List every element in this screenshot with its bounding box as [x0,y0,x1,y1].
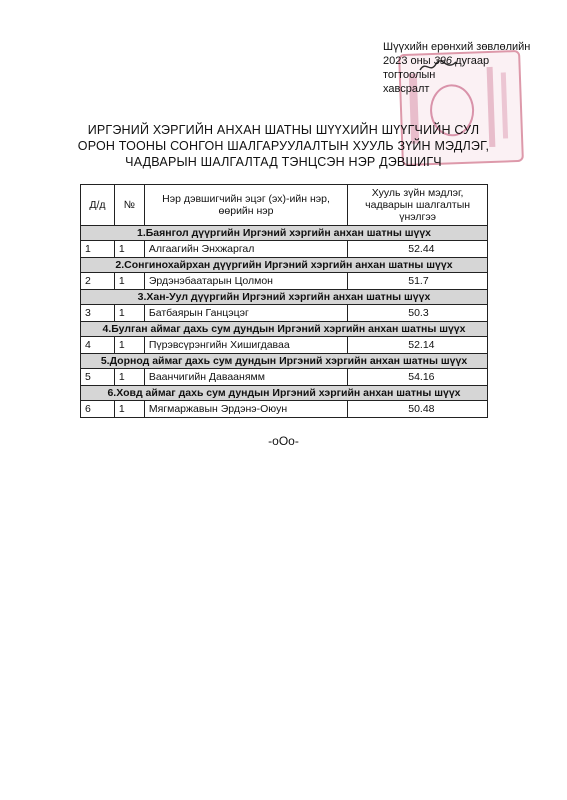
section-title: 4.Булган аймаг дахь сум дундын Иргэний хэргийн анхан шатны шүүх [81,322,488,337]
table-row [81,273,488,290]
table-row [81,305,488,322]
cell-number: 1 [114,369,144,386]
section-title: 6.Ховд аймаг дахь сум дундын Иргэний хэргийн анхан шатны шүүх [81,386,488,401]
cell-candidate-name: Батбаярын Ганцэцэг [144,305,347,322]
section-title: 1.Баянгол дүүргийн Иргэний хэргийн анхан шатны шүүх [81,226,488,241]
cell-number: 1 [114,241,144,258]
cell-score: 52.14 [348,337,488,354]
header-candidate-name [144,185,347,226]
header-number: № [114,185,144,226]
cell-score: 54.16 [348,369,488,386]
header-name-line-1: Нэр дэвшигчийн эцэг (эх)-ийн нэр, [162,193,330,205]
cell-dd: 1 [81,241,115,258]
closing-mark: -oOo- [268,434,299,448]
approval-number: 396 [433,55,453,67]
title-line-3: ЧАДВАРЫН ШАЛГАЛТАД ТЭНЦСЭН НЭР ДЭВШИГЧ [125,155,442,169]
cell-dd: 6 [81,401,115,418]
approval-suffix: дугаар тогтоолын [383,55,490,81]
section-row [81,386,488,401]
cell-candidate-name: Ваанчигийн Даваанямм [144,369,347,386]
cell-candidate-name: Алгаагийн Энхжаргал [144,241,347,258]
cell-dd: 5 [81,369,115,386]
cell-dd: 3 [81,305,115,322]
header-dd: Д/д [81,185,115,226]
cell-number: 1 [114,305,144,322]
document-title [60,122,507,170]
table-header-row [81,185,488,226]
title-line-1: ИРГЭНИЙ ХЭРГИЙН АНХАН ШАТНЫ ШҮҮХИЙН ШҮҮГЧИЙН СУЛ [87,123,480,137]
section-row [81,322,488,337]
approval-line-2 [383,54,543,82]
table-row [81,337,488,354]
cell-dd: 2 [81,273,115,290]
approval-line-3: хавсралт [383,83,430,95]
table-row [81,241,488,258]
approval-year: 2023 оны [383,55,434,67]
header-score-line-1: Хууль зүйн мэдлэг, [371,187,464,199]
approval-note [383,40,543,96]
cell-score: 52.44 [348,241,488,258]
header-score [348,185,488,226]
cell-number: 1 [114,337,144,354]
cell-score: 50.48 [348,401,488,418]
cell-dd: 4 [81,337,115,354]
cell-candidate-name: Пүрэвсүрэнгийн Хишигдаваа [144,337,347,354]
title-line-2: ОРОН ТООНЫ СОНГОН ШАЛГАРУУЛАЛТЫН ХУУЛЬ ЗҮЙН МЭДЛЭГ, [77,139,490,153]
header-name-line-2: өөрийн нэр [218,205,274,217]
section-row [81,226,488,241]
approval-line-1: Шүүхийн ерөнхий зөвлөлийн [383,41,531,53]
cell-score: 51.7 [348,273,488,290]
header-score-line-2: чадварын шалгалтын [365,199,471,211]
candidates-table [80,184,488,418]
cell-score: 50.3 [348,305,488,322]
cell-number: 1 [114,273,144,290]
table-row [81,369,488,386]
section-title: 5.Дорнод аймаг дахь сум дундын Иргэний хэргийн анхан шатны шүүх [81,354,488,369]
section-title: 3.Хан-Уул дүүргийн Иргэний хэргийн анхан шатны шүүх [81,290,488,305]
section-row [81,290,488,305]
header-score-line-3: үнэлгээ [399,211,437,223]
section-row [81,258,488,273]
section-row [81,354,488,369]
cell-candidate-name: Мягмаржавын Эрдэнэ-Оюун [144,401,347,418]
section-title: 2.Сонгинохайрхан дүүргийн Иргэний хэргийн анхан шатны шүүх [81,258,488,273]
cell-candidate-name: Эрдэнэбаатарын Цолмон [144,273,347,290]
cell-number: 1 [114,401,144,418]
table-row [81,401,488,418]
